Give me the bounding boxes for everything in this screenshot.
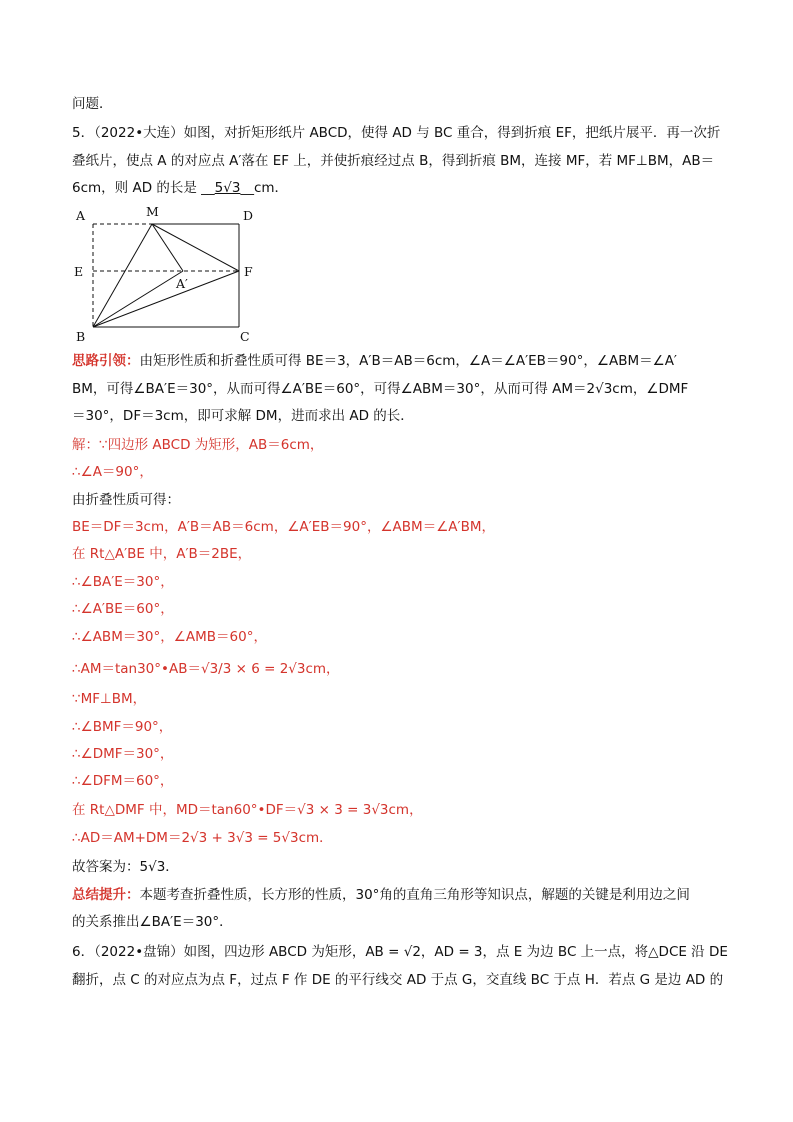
geometry-figure (66, 200, 266, 350)
q5-answer-blank: 5√3 (214, 180, 241, 196)
hint-text-1: 由矩形性质和折叠性质可得 BE＝3，A′B＝AB＝6cm，∠A＝∠A′EB＝90°，∠ABM＝∠A′ (139, 353, 678, 369)
solution-line-0: 解：∵四边形 ABCD 为矩形，AB＝6cm， (72, 437, 324, 453)
q5-line-1: 5．（2022•大连）如图，对折矩形纸片 ABCD，使得 AD 与 BC 重合，得到折痕 EF，把纸片展平．再一次折 (72, 125, 721, 141)
segment-MA-prime (152, 224, 183, 271)
solution-line-7: ∴∠ABM＝30°，∠AMB＝60°， (72, 629, 267, 645)
label-B: B (76, 329, 86, 344)
hint-line-3: ＝30°，DF＝3cm，即可求解 DM，进而求出 AD 的长． (72, 408, 414, 424)
segment-BM (93, 224, 152, 327)
solution-line-11: ∴∠DMF＝30°， (72, 746, 174, 762)
segment-BF (93, 271, 239, 327)
segment-BA-prime (93, 271, 183, 327)
q6-line-1: 6．（2022•盘锦）如图，四边形 ABCD 为矩形，AB = √2，AD = 3，点 E 为边 BC 上一点，将△DCE 沿 DE (72, 944, 728, 960)
summary-line-1 (72, 886, 690, 904)
summary-text-1: 本题考查折叠性质，长方形的性质，30°角的直角三角形等知识点，解题的关键是利用边之间 (139, 887, 690, 903)
solution-line-5: ∴∠BA′E＝30°， (72, 574, 174, 590)
label-F: F (244, 264, 253, 279)
hint-line-2: BM，可得∠BA′E＝30°，从而可得∠A′BE＝60°，可得∠ABM＝30°，从而可得 AM＝2√3cm，∠DMF (72, 381, 689, 397)
label-A: A (76, 208, 86, 223)
solution-line-6: ∴∠A′BE＝60°， (72, 601, 174, 617)
solution-line-14: ∴AD＝AM+DM＝2√3 + 3√3 = 5√3cm． (72, 830, 333, 846)
q5-line-3 (72, 179, 288, 197)
summary-title: 总结提升： (72, 887, 140, 903)
summary-line-2: 的关系推出∠BA′E＝30°． (72, 914, 233, 930)
solution-line-3: BE＝DF＝3cm，A′B＝AB＝6cm，∠A′EB＝90°，∠ABM＝∠A′BM， (72, 519, 496, 535)
q5-line-3-post: __cm． (240, 180, 289, 196)
label-D: D (243, 208, 254, 223)
label-E: E (74, 264, 84, 279)
solution-line-9: ∵MF⊥BM， (72, 691, 147, 707)
hint-line-1 (72, 352, 677, 370)
solution-answer: 故答案为：5√3． (72, 859, 179, 875)
solution-line-4: 在 Rt△A′BE 中，A′B＝2BE， (72, 546, 252, 562)
solution-line-8: ∴AM＝tan30°•AB＝√3/3 × 6 = 2√3cm， (72, 661, 340, 677)
hint-title: 思路引领： (72, 353, 140, 369)
intro-line: 问题． (72, 96, 113, 112)
solution-line-2: 由折叠性质可得： (72, 492, 180, 508)
solution-line-1: ∴∠A＝90°， (72, 464, 153, 480)
q6-line-2: 翻折，点 C 的对应点为点 F，过点 F 作 DE 的平行线交 AD 于点 G，交直线 BC 于点 H．若点 G 是边 AD 的 (72, 972, 724, 988)
label-M: M (146, 204, 159, 219)
solution-line-12: ∴∠DFM＝60°， (72, 773, 174, 789)
label-A-prime: A′ (176, 276, 188, 291)
q5-line-2: 叠纸片，使点 A 的对应点 A′落在 EF 上，并使折痕经过点 B，得到折痕 BM，连接 MF，若 MF⊥BM，AB＝ (72, 153, 715, 169)
solution-line-13: 在 Rt△DMF 中，MD＝tan60°•DF＝√3 × 3 = 3√3cm， (72, 802, 423, 818)
segment-MF (152, 224, 239, 271)
label-C: C (240, 329, 250, 344)
q5-line-3-pre: 6cm，则 AD 的长是 __ (72, 180, 215, 196)
solution-line-10: ∴∠BMF＝90°， (72, 719, 173, 735)
